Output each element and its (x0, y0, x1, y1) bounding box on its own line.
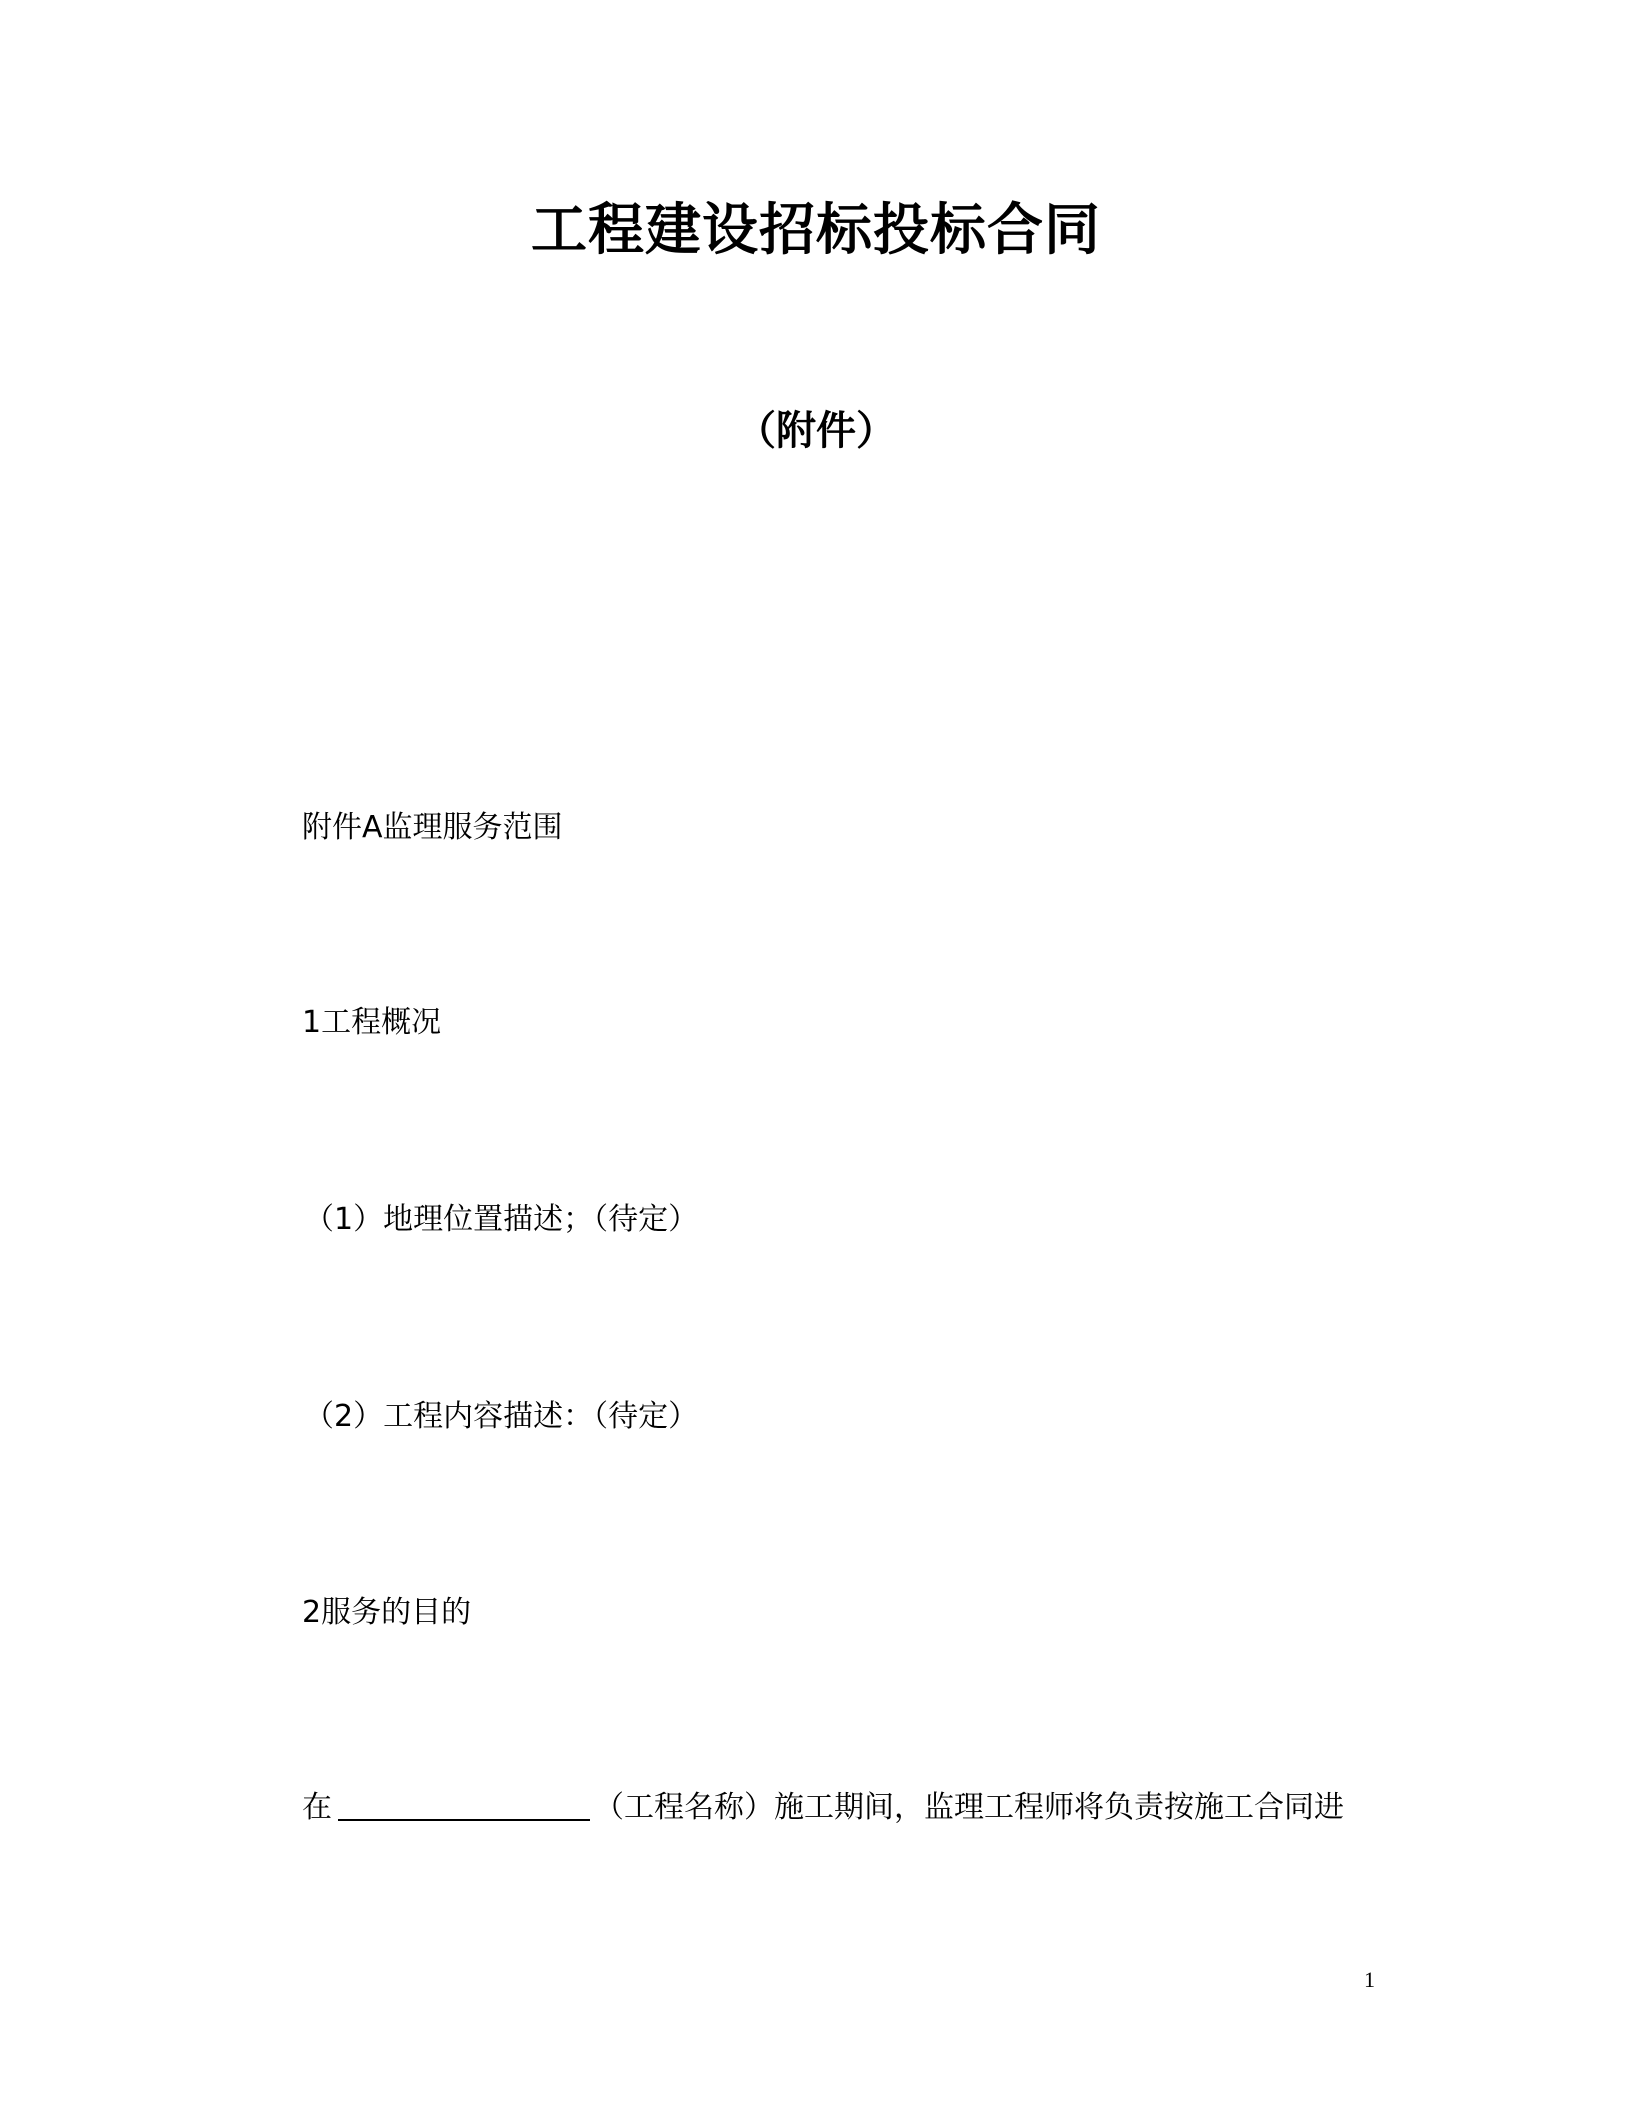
service-purpose-paragraph (302, 1788, 1344, 1828)
document-subtitle: （附件） (736, 408, 896, 454)
section-1-heading: 1工程概况 (302, 1005, 442, 1040)
paragraph-prefix: 在 (302, 1790, 332, 1825)
project-name-blank (338, 1789, 590, 1821)
item-2-content: （2）工程内容描述：（待定） (304, 1399, 699, 1434)
document-title: 工程建设招标投标合同 (531, 198, 1101, 263)
item-1-location: （1）地理位置描述；（待定） (304, 1202, 699, 1237)
page-number: 1 (1364, 1967, 1375, 1992)
section-2-heading: 2服务的目的 (302, 1595, 472, 1630)
section-a-heading: 附件A监理服务范围 (302, 810, 563, 845)
paragraph-suffix: （工程名称）施工期间，监理工程师将负责按施工合同进 (594, 1790, 1344, 1825)
